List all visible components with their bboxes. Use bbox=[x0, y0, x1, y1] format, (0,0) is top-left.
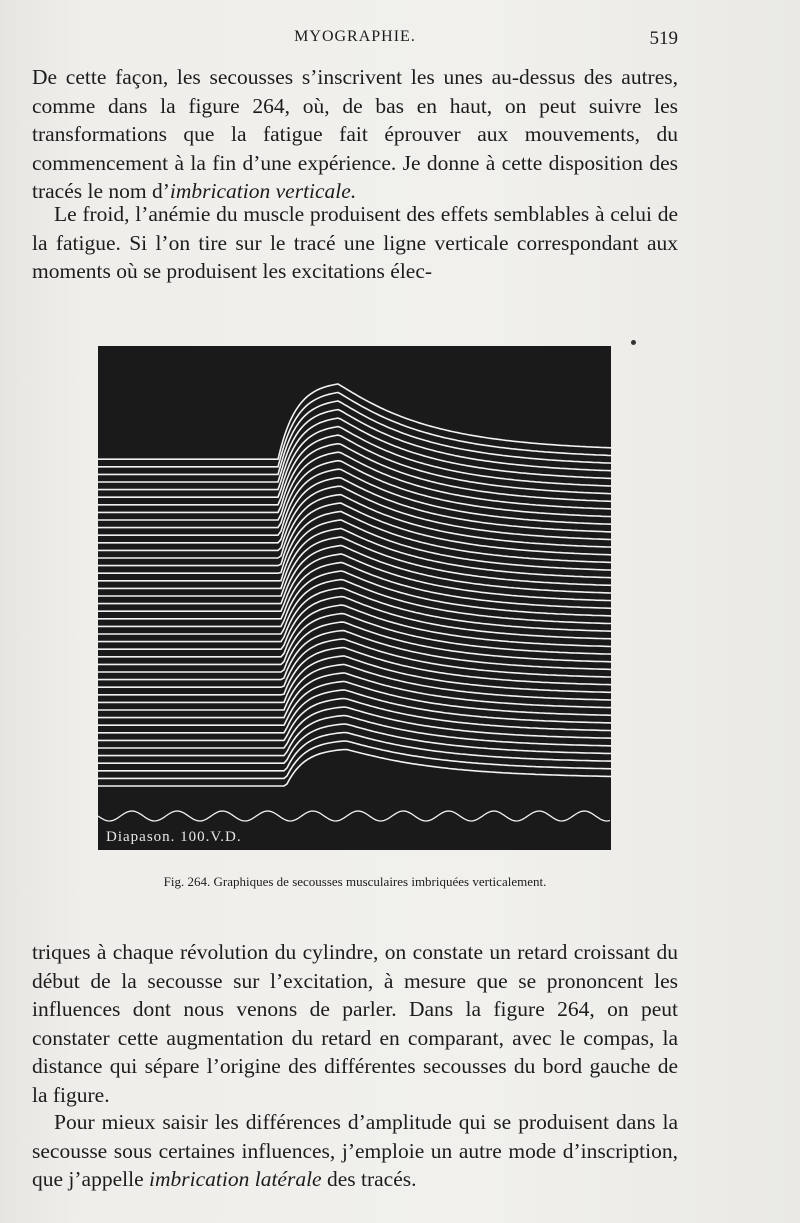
figure-caption: Fig. 264. Graphiques de secousses musculaires imbriquées verticalement. bbox=[163, 874, 547, 889]
twitch-trace bbox=[98, 393, 611, 467]
twitch-trace bbox=[98, 741, 611, 778]
twitch-trace bbox=[98, 410, 611, 482]
twitch-trace bbox=[98, 563, 611, 619]
ink-speck bbox=[631, 340, 636, 345]
twitch-trace bbox=[98, 427, 611, 498]
paragraph-3: triques à chaque révolution du cylindre, on constate un retard croissant du début de la secousse sur l’excitation, à mesure que se prononcent les influences dont nous venons de parler. Dans la figure 264, on peut constater cette augmentation du retard en comparant, avec le compas, la distance qui sépare l’origine des différentes secousses du bord gauche de la figure. bbox=[32, 940, 678, 1107]
running-title: MYOGRAPHIE. bbox=[294, 28, 416, 45]
paragraph-2: Le froid, l’anémie du muscle produisent des effets semblables à celui de la fatigue. Si l’on tire sur le tracé une ligne verticale correspondant aux moments où se produisent les excitations élec- bbox=[32, 202, 678, 284]
diapason-label: Diapason. 100.V.D. bbox=[106, 829, 242, 845]
page-header bbox=[30, 28, 680, 56]
term-imbrication-verticale: imbrication verticale. bbox=[169, 179, 357, 204]
twitch-trace bbox=[98, 554, 611, 611]
paragraph-4-end: des tracés. bbox=[321, 1167, 417, 1192]
figure-264 bbox=[98, 346, 611, 850]
term-imbrication-laterale: imbrication latérale bbox=[149, 1167, 322, 1192]
paragraph-1 bbox=[32, 63, 678, 206]
twitch-trace bbox=[98, 401, 611, 474]
page-number: 519 bbox=[649, 28, 678, 49]
paragraph-4-text: Pour mieux saisir les différences d’amplitude qui se produisent dans la secousse sous certaines influences, j’emploie un autre mode d’inscription, que j’appelle bbox=[32, 1110, 678, 1192]
paragraph-1-text: De cette façon, les secousses s’inscrivent les unes au-dessus des autres, comme dans la figure 264, où, de bas en haut, on peut suivre les transformations que la fatigue fait éprouver aux mouvements, du commencement à la fin d’une expérience. Je donne à cette disposition des tracés le nom d’ bbox=[32, 65, 678, 204]
twitch-trace bbox=[98, 384, 611, 459]
superimposed-twitch-traces bbox=[98, 346, 611, 850]
paragraph-4 bbox=[32, 1108, 678, 1194]
twitch-trace bbox=[98, 418, 611, 490]
twitch-trace bbox=[98, 435, 611, 505]
